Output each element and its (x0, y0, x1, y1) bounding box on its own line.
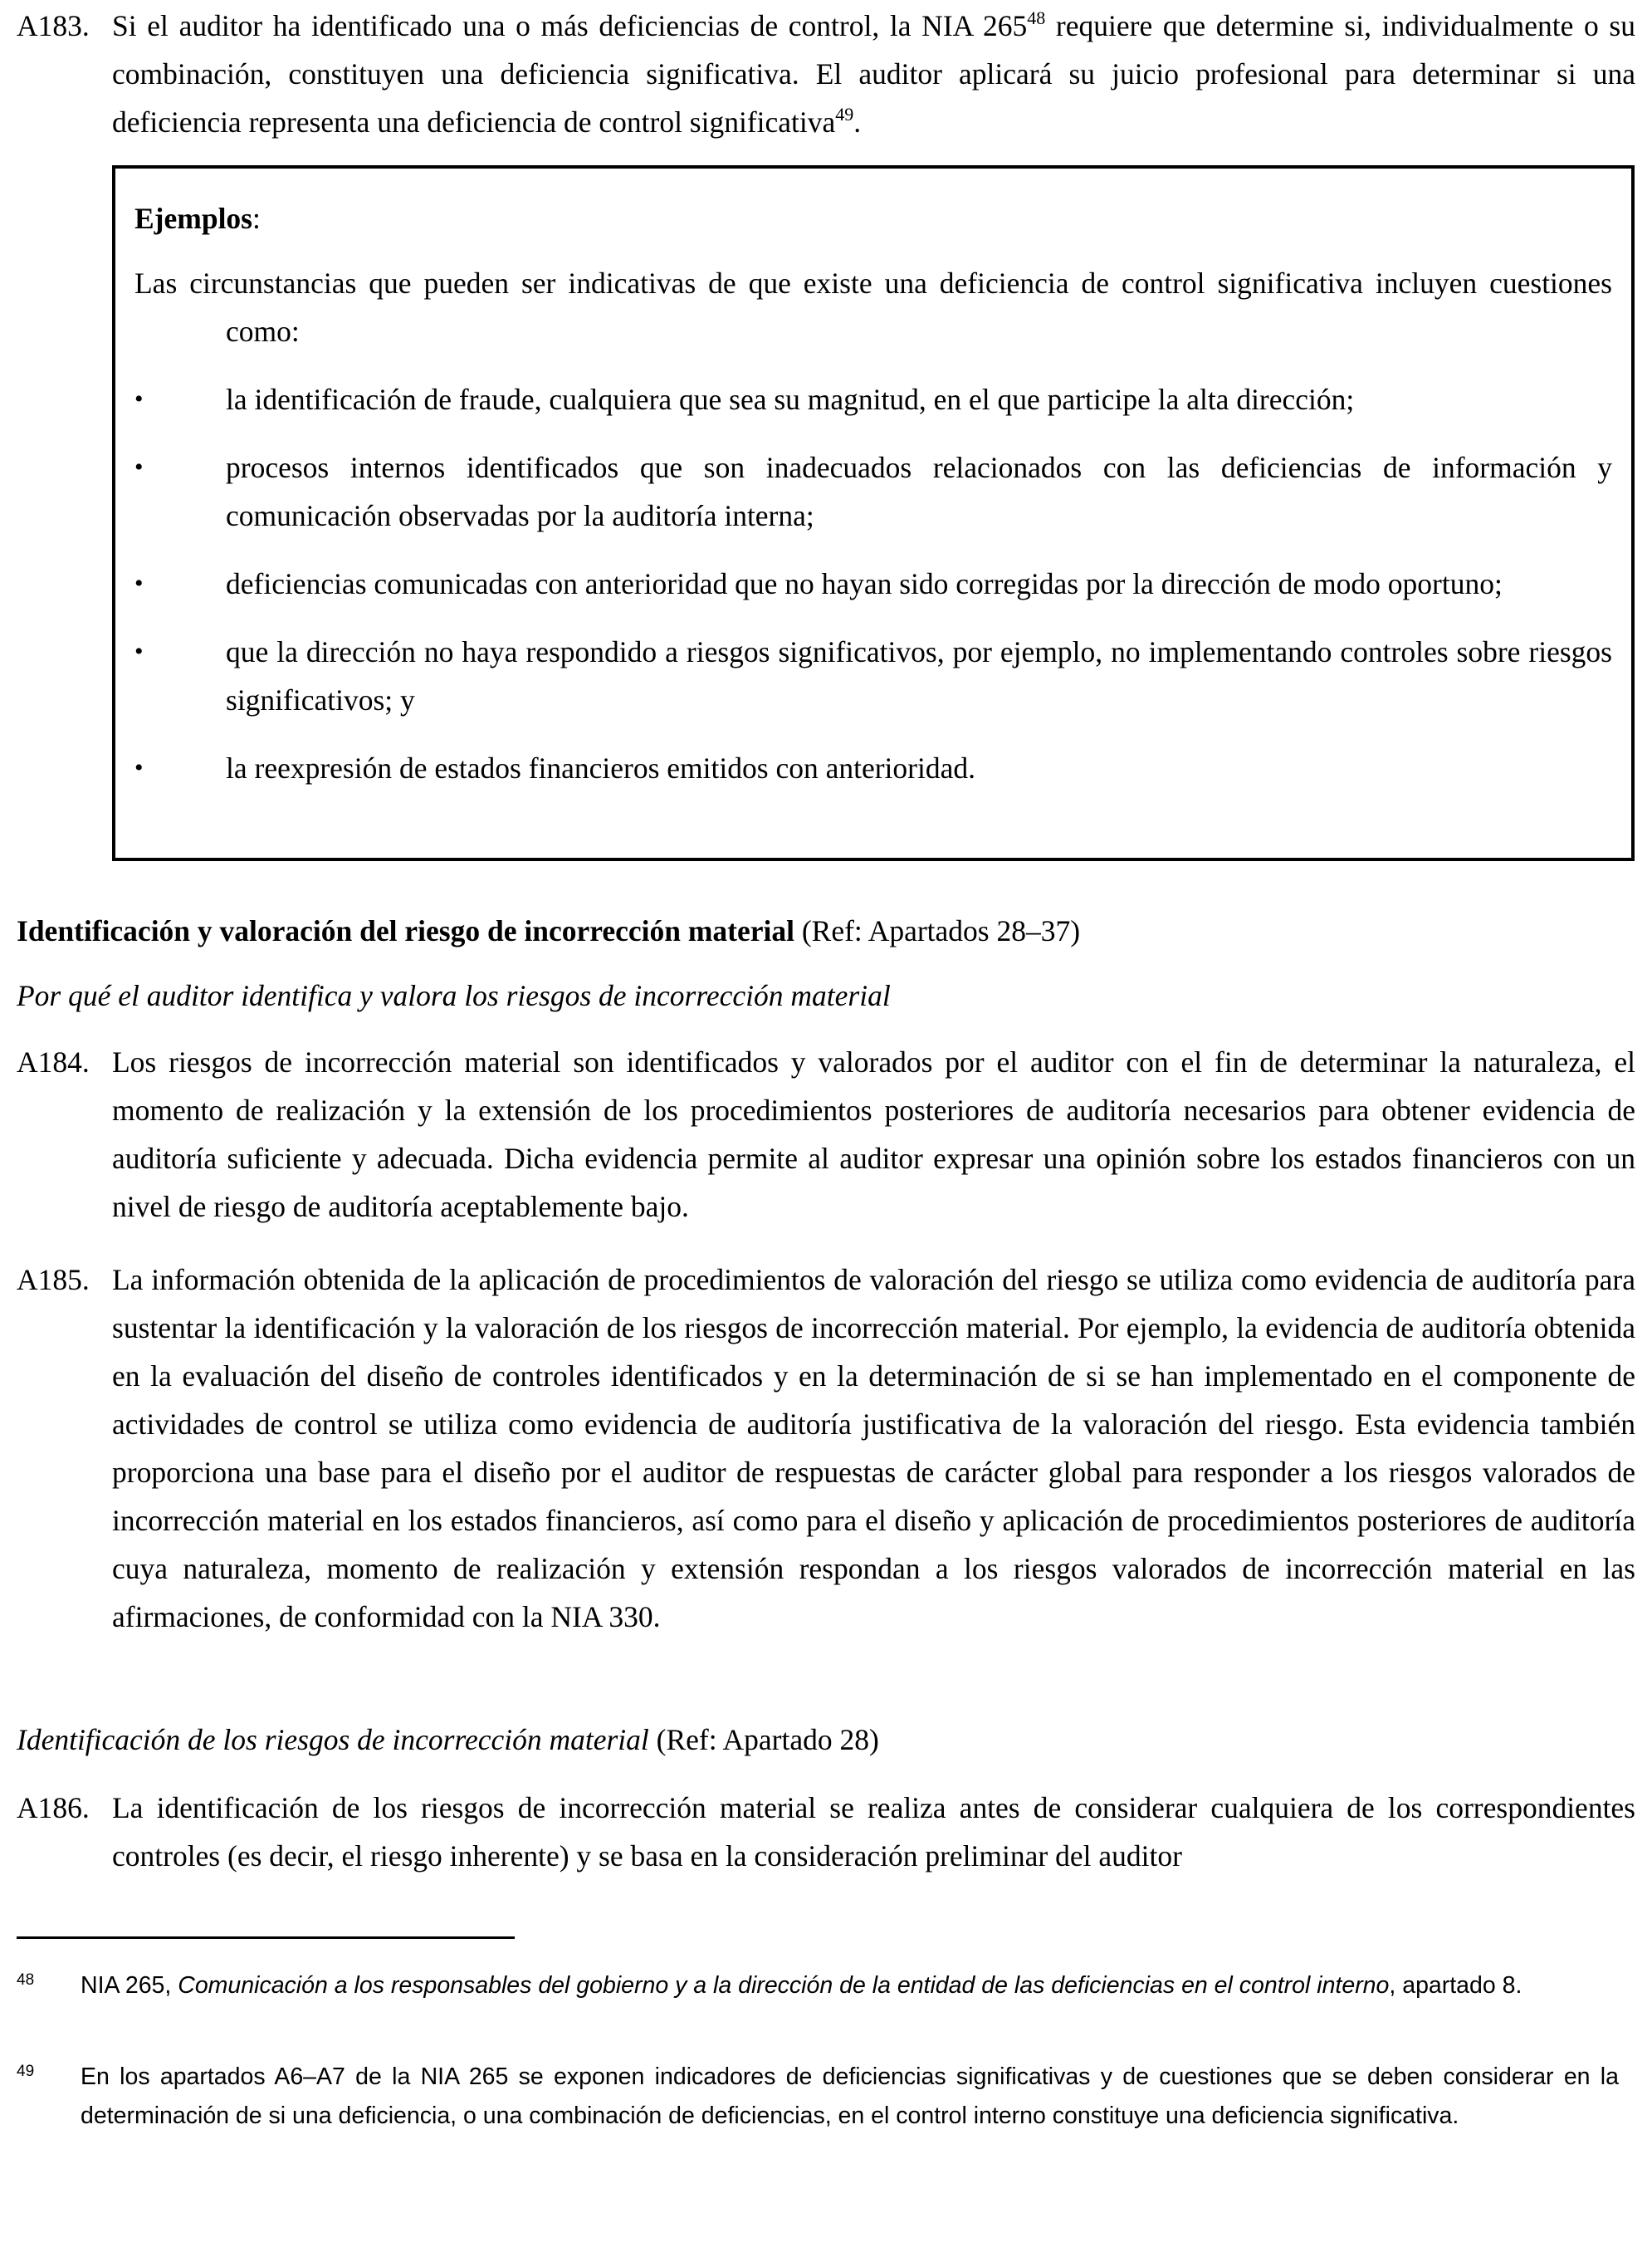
list-item-text: que la dirección no haya respondido a riesgos significativos, por ejemplo, no implementando controles sobre riesgos significativos; y (226, 635, 1612, 717)
examples-box (112, 165, 1635, 861)
examples-title-line (134, 194, 1612, 242)
list-item-text: la identificación de fraude, cualquiera que sea su magnitud, en el que participe la alta dirección; (226, 383, 1355, 416)
footnote-separator (17, 1936, 515, 1939)
subheading-identification (17, 1716, 879, 1764)
examples-content (134, 194, 1612, 792)
section-heading-ref: (Ref: Apartados 28–37) (794, 914, 1081, 947)
paragraph-number: A185. (17, 1263, 90, 1296)
paragraph-a185 (17, 1256, 1635, 1641)
examples-intro: Las circunstancias que pueden ser indicativas de que existe una deficiencia de control significativa incluyen cuestiones como: (134, 267, 1612, 348)
paragraph-number: A184. (17, 1045, 90, 1079)
list-item-text: procesos internos identificados que son inadecuados relacionados con las deficiencias de información y comunicación observadas por la auditoría interna; (226, 451, 1612, 532)
subheading-why-identify: Por qué el auditor identifica y valora los riesgos de incorrección material (17, 979, 891, 1012)
footnote-number: 48 (17, 1971, 35, 1989)
examples-title-colon: : (252, 202, 261, 235)
list-item (134, 560, 1612, 608)
paragraph-text: . (853, 105, 862, 139)
list-item-text: la reexpresión de estados financieros emitidos con anterioridad. (226, 751, 975, 785)
paragraph-text: Si el auditor ha identificado una o más deficiencias de control, la NIA 265 (112, 9, 1028, 42)
footnote-text: , apartado 8. (1389, 1972, 1522, 1999)
list-item-text: deficiencias comunicadas con anterioridad que no hayan sido corregidas por la dirección de modo oportuno; (226, 567, 1503, 600)
subheading-ref: (Ref: Apartado 28) (648, 1723, 879, 1756)
paragraph-a184 (17, 1038, 1635, 1231)
footnote-ref-49[interactable]: 49 (835, 104, 854, 125)
paragraph-a183 (17, 2, 1635, 146)
bullet-icon: • (134, 638, 144, 665)
footnote-ref-48[interactable]: 48 (1027, 7, 1046, 28)
list-item (134, 628, 1612, 724)
bullet-icon: • (134, 453, 144, 481)
subheading-title: Identificación de los riesgos de incorrección material (17, 1723, 649, 1756)
list-item (134, 375, 1612, 423)
paragraph-text: requiere que determine si, individualmente o su combinación, constituyen una deficiencia significativa. El auditor aplicará su juicio profesional para determinar si una deficiencia representa una deficiencia de control significativa (112, 9, 1635, 139)
list-item (134, 744, 1612, 792)
paragraph-text: La identificación de los riesgos de incorrección material se realiza antes de considerar cualquiera de los correspondientes controles (es decir, el riesgo inherente) y se basa en la consideración preliminar del auditor (112, 1791, 1635, 1872)
footnote-number: 49 (17, 2063, 35, 2080)
paragraph-number: A183. (17, 9, 90, 42)
paragraph-a186 (17, 1784, 1635, 1880)
footnote-text: NIA 265, (81, 1972, 178, 1999)
examples-title: Ejemplos (134, 202, 252, 235)
bullet-icon: • (134, 754, 144, 781)
bullet-icon: • (134, 570, 144, 597)
list-item (134, 443, 1612, 540)
paragraph-text: La información obtenida de la aplicación de procedimientos de valoración del riesgo se utiliza como evidencia de auditoría para sustentar la identificación y la valoración de los riesgos de incorrección material. Por ejemplo, la evidencia de auditoría obtenida en la evaluación del diseño de controles identificados y en la determinación de si se han implementado en el componente de actividades de control se utiliza como evidencia de auditoría justificativa de la valoración del riesgo. Esta evidencia también proporciona una base para el diseño por el auditor de respuestas de carácter global para responder a los riesgos valorados de incorrección material en los estados financieros, así como para el diseño y aplicación de procedimientos posteriores de auditoría cuya naturaleza, momento de realización y extensión respondan a los riesgos valorados de incorrección material en las afirmaciones, de conformidad con la NIA 330. (112, 1263, 1635, 1633)
footnote-text: En los apartados A6–A7 de la NIA 265 se exponen indicadores de deficiencias significativas y de cuestiones que se deben considerar en la determinación de si una deficiencia, o una combinación de deficiencias, en el control interno constituye una deficiencia significativa. (81, 2063, 1619, 2129)
paragraph-number: A186. (17, 1791, 90, 1824)
footnote-48 (17, 1966, 1619, 2005)
section-heading-title: Identificación y valoración del riesgo de incorrección material (17, 914, 794, 947)
bullet-icon: • (134, 385, 144, 413)
paragraph-text: Los riesgos de incorrección material son identificados y valorados por el auditor con el fin de determinar la naturaleza, el momento de realización y la extensión de los procedimientos posteriores de auditoría necesarios para obtener evidencia de auditoría suficiente y adecuada. Dicha evidencia permite al auditor expresar una opinión sobre los estados financieros con un nivel de riesgo de auditoría aceptablemente bajo. (112, 1045, 1635, 1223)
footnote-title: Comunicación a los responsables del gobierno y a la dirección de la entidad de las deficiencias en el control interno (178, 1972, 1390, 1999)
footnote-49 (17, 2058, 1619, 2136)
section-heading (17, 907, 1080, 955)
